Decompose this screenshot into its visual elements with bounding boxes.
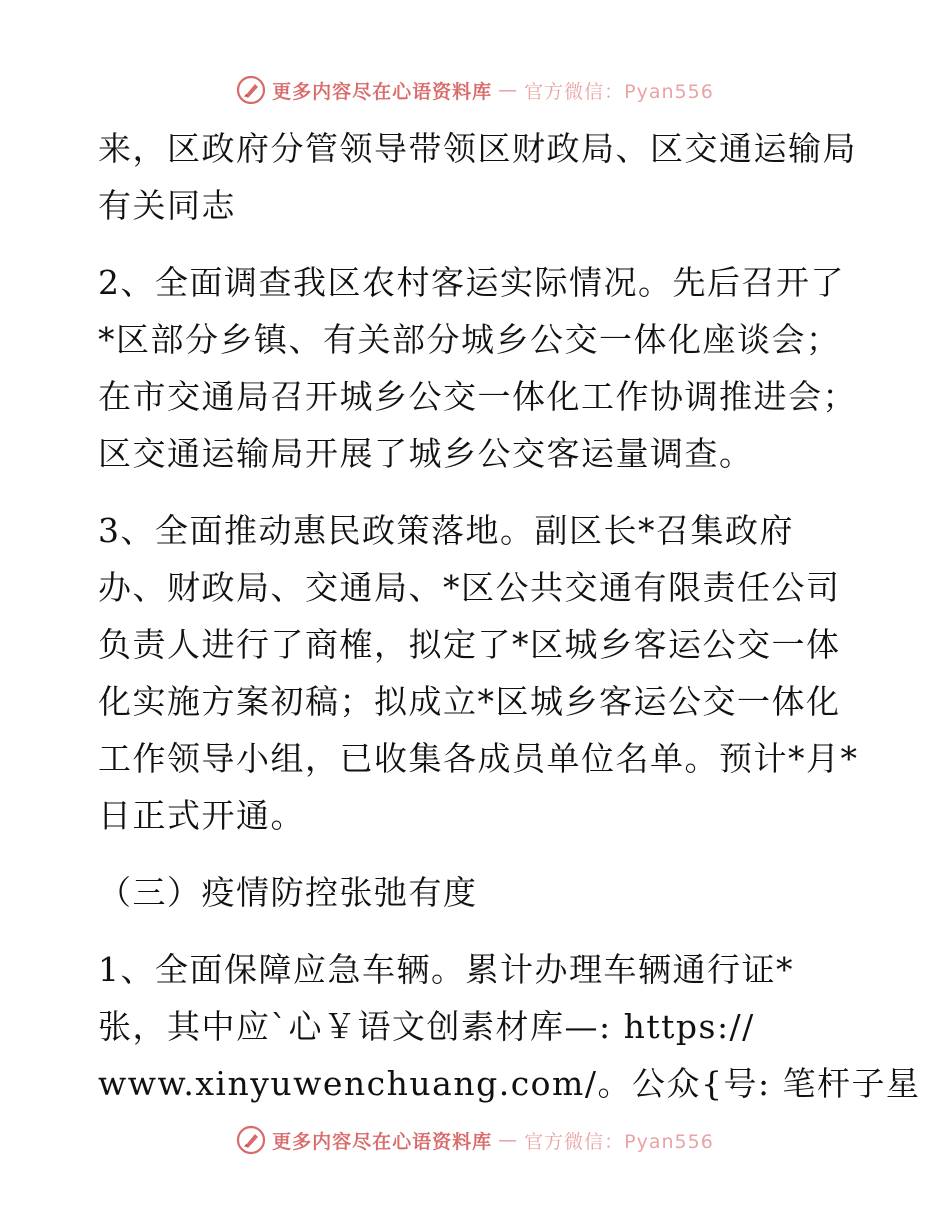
text-line: 化实施方案初稿；拟成立*区城乡客运公交一体化	[98, 682, 841, 721]
footer-watermark	[0, 1120, 950, 1160]
header-watermark	[0, 70, 950, 110]
watermark-wechat-text: 官方微信：Pyan556	[524, 80, 714, 103]
text-line: 工作领导小组，已收集各成员单位名单。预计*月*	[98, 739, 859, 778]
text-line: 日正式开通。	[98, 796, 305, 835]
text-line: 有关同志	[98, 186, 236, 225]
paragraph-4	[98, 941, 921, 1112]
watermark-wechat-text: 官方微信：Pyan556	[524, 1130, 714, 1153]
text-line: 1、全面保障应急车辆。累计办理车辆通行证*	[98, 950, 794, 989]
text-line: *区部分乡镇、有关部分城乡公交一体化座谈会；	[98, 320, 841, 359]
paragraph-3	[98, 502, 868, 844]
pen-nib-logo-icon	[236, 1125, 266, 1155]
text-line: 张，其中应`心￥语文创素材库—: https://	[98, 1007, 755, 1046]
text-line: www.xinyuwenchuang.com/。公众{号: 笔杆子星	[98, 1064, 921, 1103]
text-line: 负责人进行了商榷，拟定了*区城乡客运公交一体	[98, 625, 841, 664]
text-line: 办、财政局、交通局、*区公共交通有限责任公司	[98, 568, 841, 607]
document-body	[98, 120, 921, 1112]
watermark-separator: —	[498, 79, 519, 101]
watermark-main-text: 更多内容尽在心语资料库	[272, 1130, 493, 1153]
text-line: 2、全面调查我区农村客运实际情况。先后召开了	[98, 263, 845, 302]
watermark-main-text: 更多内容尽在心语资料库	[272, 80, 493, 103]
pen-nib-logo-icon	[236, 75, 266, 105]
text-line: 来，区政府分管领导带领区财政局、区交通运输局	[98, 129, 857, 168]
text-line: 在市交通局召开城乡公交一体化工作协调推进会；	[98, 377, 857, 416]
text-line: 3、全面推动惠民政策落地。副区长*召集政府	[98, 511, 794, 550]
paragraph-1	[98, 120, 868, 234]
section-heading: （三）疫情防控张弛有度	[98, 873, 478, 912]
paragraph-2	[98, 254, 868, 482]
text-line: 区交通运输局开展了城乡公交客运量调查。	[98, 434, 754, 473]
watermark-separator: —	[498, 1129, 519, 1151]
